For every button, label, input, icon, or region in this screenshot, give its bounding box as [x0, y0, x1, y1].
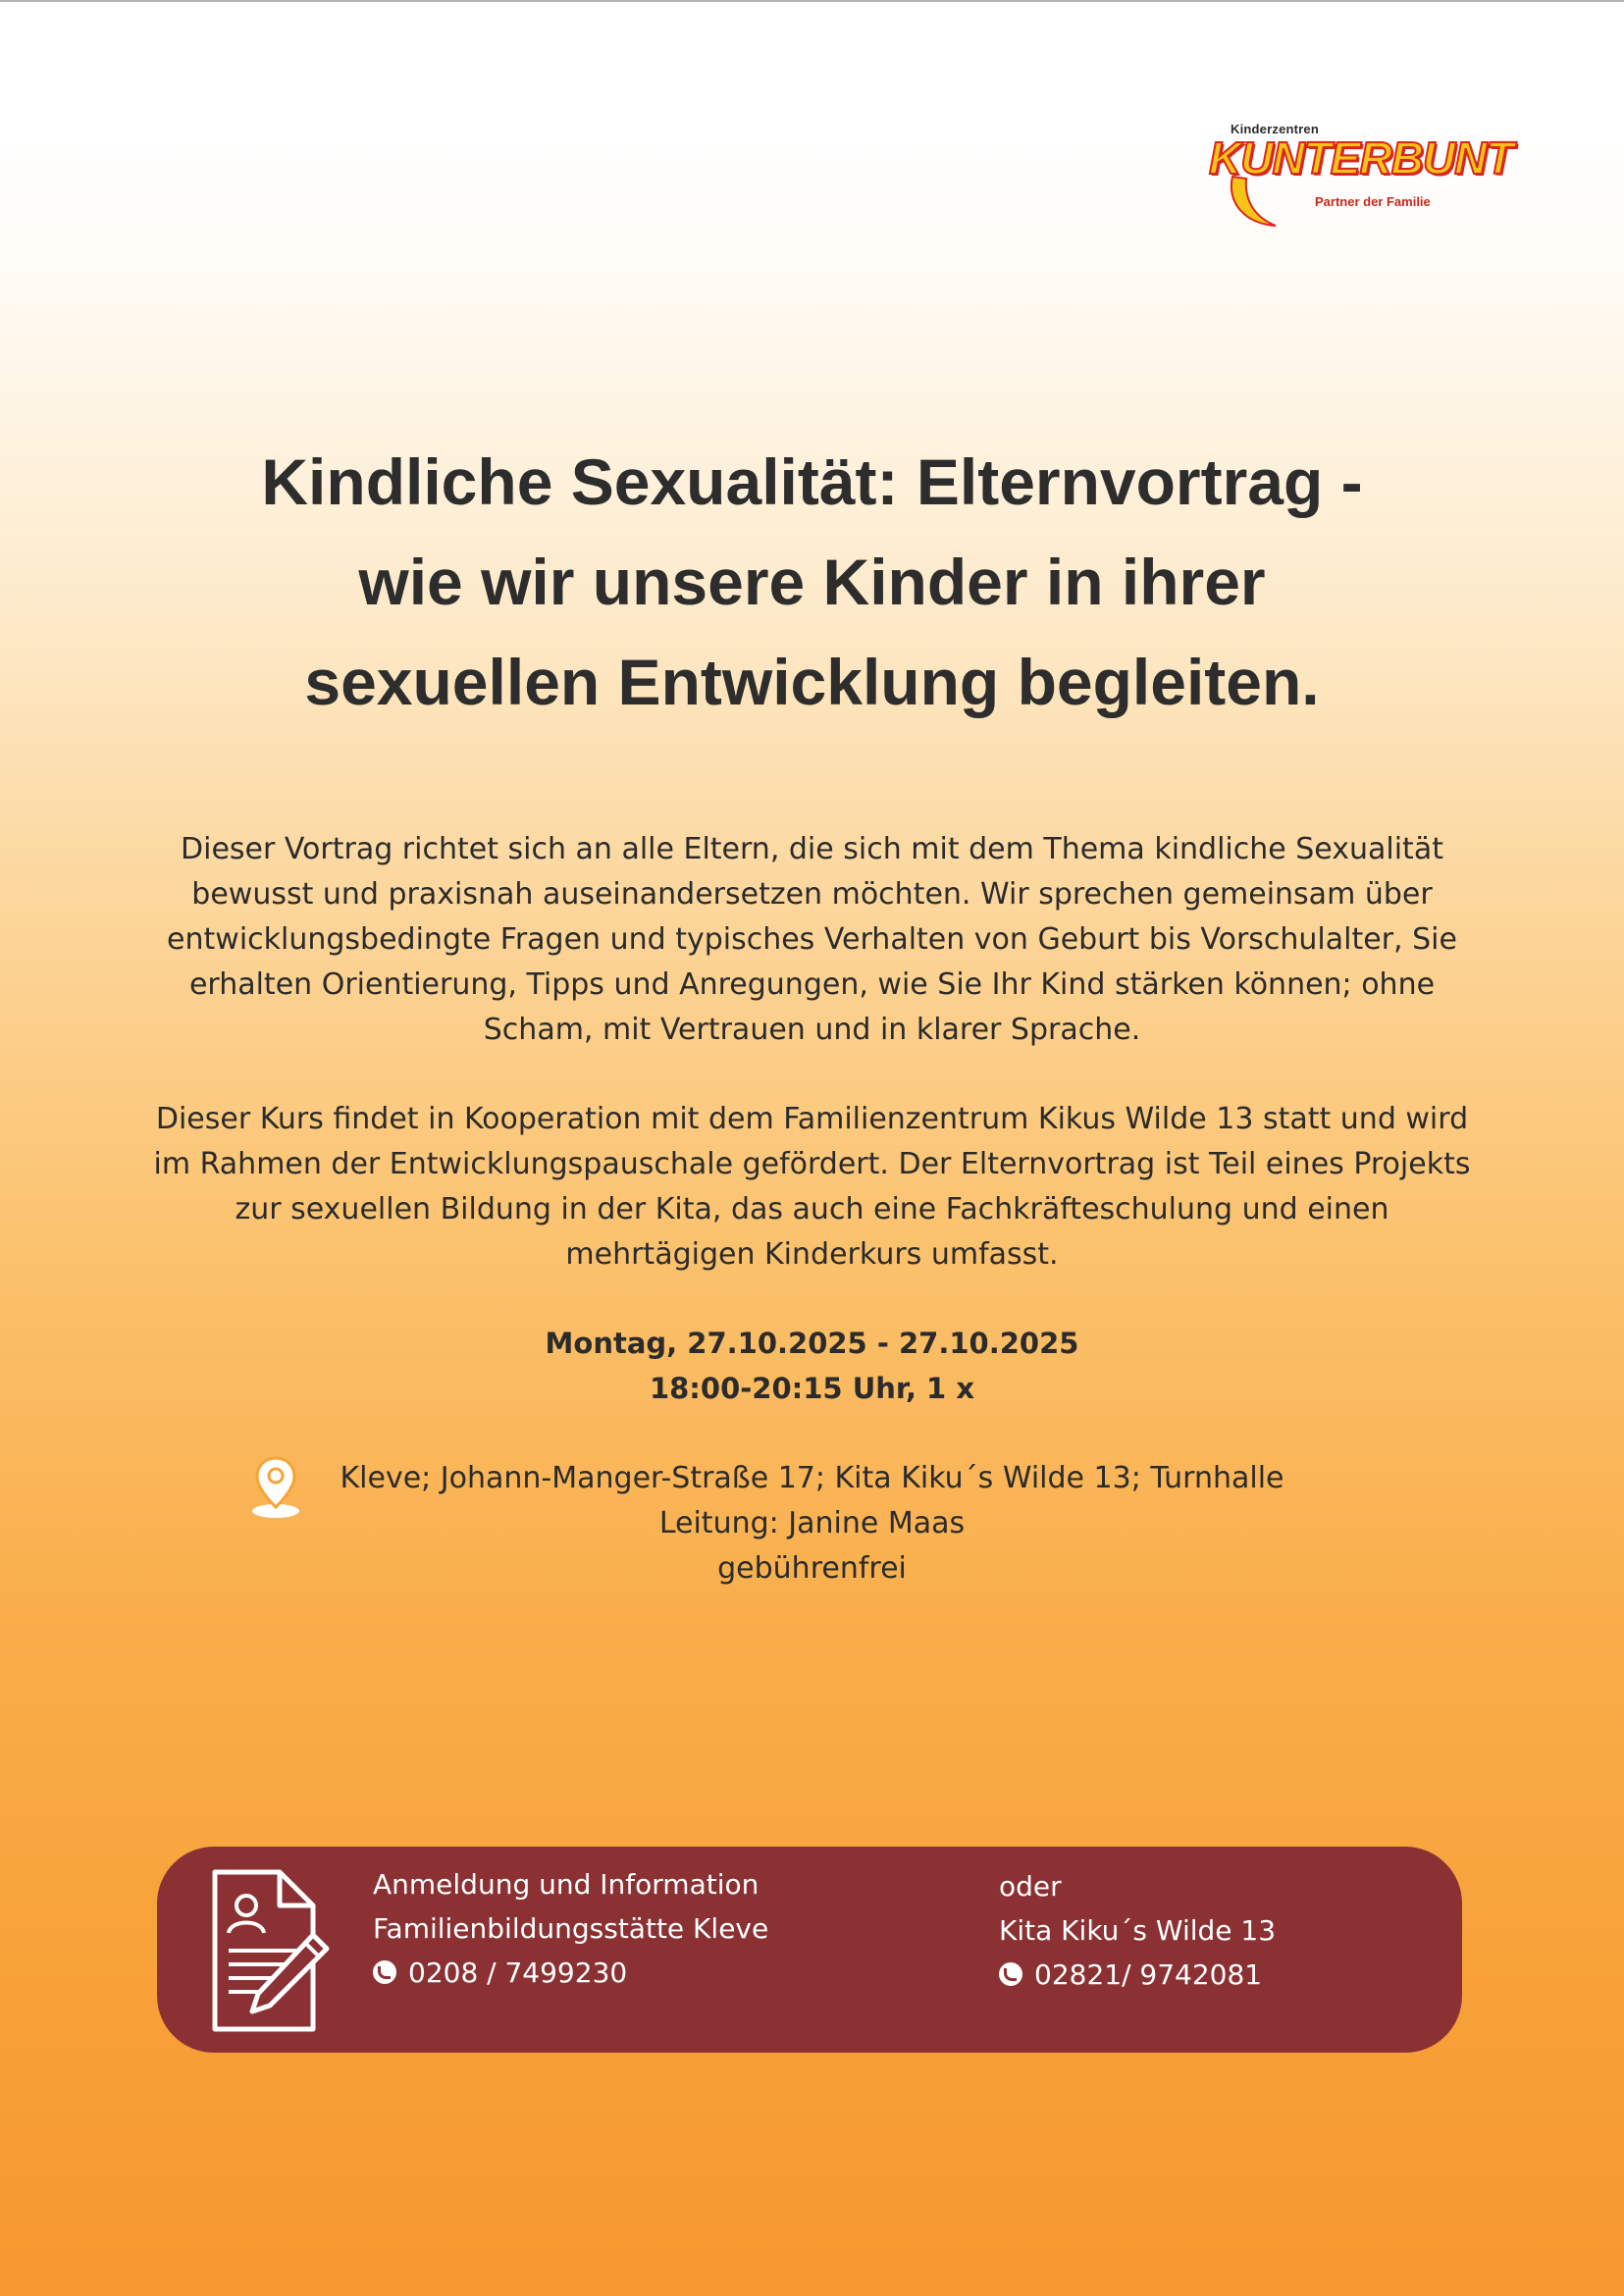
- paragraph-line: im Rahmen der Entwicklungspauschale gefördert. Der Elternvortrag ist Teil eines Projekts: [153, 1147, 1471, 1181]
- cooperation-paragraph: [128, 1097, 1496, 1278]
- leitung: Leitung: Janine Maas: [658, 1506, 966, 1540]
- title-line: sexuellen Entwicklung begleiten.: [304, 646, 1320, 718]
- title-line: Kindliche Sexualität: Elternvortrag -: [261, 445, 1363, 518]
- paragraph-line: zur sexuellen Bildung in der Kita, das auch eine Fachkräfteschulung und einen: [235, 1192, 1389, 1226]
- contact-phone[interactable]: 0208 / 7499230: [408, 1957, 628, 1989]
- contact-phone[interactable]: 02821/ 9742081: [1034, 1958, 1263, 1991]
- paragraph-line: bewusst und praxisnah auseinandersetzen möchten. Wir sprechen gemeinsam über: [191, 877, 1433, 912]
- fee: gebührenfrei: [717, 1551, 907, 1586]
- location-block: [226, 1456, 1398, 1592]
- event-time: 18:00-20:15 Uhr, 1 x: [649, 1372, 975, 1405]
- contact-org: Familienbildungsstätte Kleve: [373, 1912, 769, 1945]
- contact-box: [157, 1847, 1462, 2053]
- paragraph-line: mehrtägigen Kinderkurs umfasst.: [565, 1237, 1059, 1272]
- kunterbunt-logo: [1205, 116, 1513, 234]
- location-address: Kleve; Johann-Manger-Straße 17; Kita Kiku´s Wilde 13; Turnhalle: [340, 1461, 1284, 1495]
- title-line: wie wir unsere Kinder in ihrer: [358, 546, 1266, 618]
- paragraph-line: entwicklungsbedingte Fragen und typisches Verhalten von Geburt bis Vorschulalter, Sie: [167, 922, 1457, 957]
- logo-tagline: Partner der Familie: [1315, 194, 1431, 209]
- paragraph-line: Dieser Vortrag richtet sich an alle Eltern, die sich mit dem Thema kindliche Sexualität: [181, 832, 1443, 866]
- paragraph-line: erhalten Orientierung, Tipps und Anregungen, wie Sie Ihr Kind stärken können; ohne: [188, 967, 1436, 1002]
- contact-or: oder: [999, 1870, 1062, 1903]
- phone-icon: [999, 1962, 1022, 1986]
- phone-icon: [373, 1960, 396, 1984]
- registration-form-icon: [211, 1868, 331, 2033]
- contact-heading: Anmeldung und Information: [373, 1868, 760, 1901]
- contact-left: [373, 1862, 768, 1995]
- logo-top-text: Kinderzentren: [1231, 122, 1320, 136]
- paragraph-line: Dieser Kurs findet in Kooperation mit dem Familienzentrum Kikus Wilde 13 statt und wird: [155, 1102, 1469, 1136]
- description-paragraph: [128, 827, 1496, 1053]
- logo-name: KUNTERBUNT: [1209, 132, 1513, 183]
- contact-right: [999, 1864, 1276, 1997]
- paragraph-line: Scham, mit Vertrauen und in klarer Sprache.: [483, 1013, 1141, 1047]
- event-date-block: [128, 1321, 1496, 1411]
- contact-phone-line: [999, 1953, 1276, 1997]
- top-border-line: [0, 0, 1624, 2]
- contact-org: Kita Kiku´s Wilde 13: [999, 1914, 1277, 1947]
- event-date: Montag, 27.10.2025 - 27.10.2025: [545, 1327, 1079, 1360]
- flyer-title: [118, 432, 1506, 732]
- contact-phone-line: [373, 1951, 768, 1995]
